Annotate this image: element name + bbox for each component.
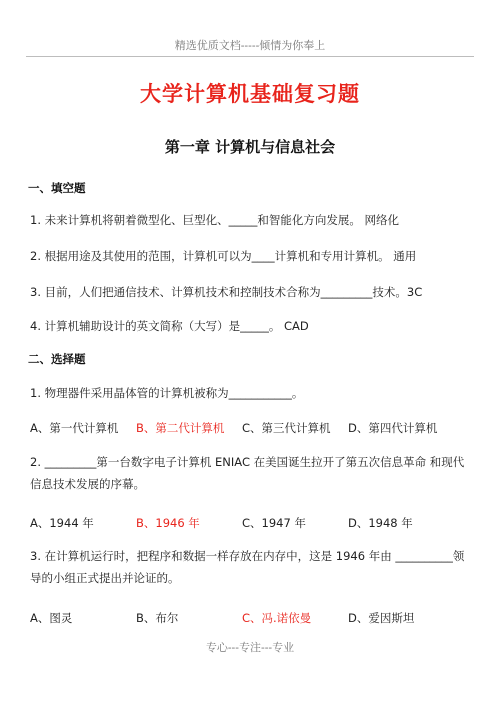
fill-question-3: 3. 目前，人们把通信技术、计算机技术和控制技术合称为_________技术。3C [30,285,423,299]
choice-question-3: 3. 在计算机运行时，把程序和数据一样存放在内存中，这是 1946 年由 __________领导的小组正式提出并论证的。 [30,549,465,585]
page-footer: 专心---专注---专业 [205,641,295,654]
q2-option-c: C、1947 年 [242,516,306,530]
q1-option-c: C、第三代计算机 [242,421,331,435]
document-title: 大学计算机基础复习题 [140,82,360,106]
q3-option-a: A、图灵 [30,611,73,625]
page-header: 精选优质文档-----倾情为你奉上 [174,39,326,52]
q1-option-a: A、第一代计算机 [30,421,119,435]
header-divider [26,56,474,57]
section-choice-heading: 二、选择题 [28,352,86,366]
q2-option-d: D、1948 年 [348,516,413,530]
chapter-heading: 第一章 计算机与信息社会 [164,138,336,156]
q3-option-d: D、爱因斯坦 [348,611,415,625]
choice-question-1: 1. 物理器件采用晶体管的计算机被称为___________。 [30,386,304,400]
fill-question-2: 2. 根据用途及其使用的范围，计算机可以为____计算机和专用计算机。 通用 [30,249,417,263]
choice-question-2: 2. _________第一台数字电子计算机 ENIAC 在美国诞生拉开了第五次信息革命 和现代信息技术发展的序幕。 [30,455,465,491]
fill-question-4: 4. 计算机辅助设计的英文简称（大写）是_____。 CAD [30,319,309,333]
q3-option-b: B、布尔 [136,611,179,625]
q2-option-a: A、1944 年 [30,516,94,530]
q1-option-b-answer: B、第二代计算机 [136,421,225,435]
q2-option-b-answer: B、1946 年 [136,516,200,530]
q1-option-d: D、第四代计算机 [348,421,438,435]
fill-question-1: 1. 未来计算机将朝着微型化、巨型化、_____和智能化方向发展。 网络化 [30,213,400,227]
section-fill-in-heading: 一、填空题 [28,181,86,195]
q3-option-c-answer: C、冯.诺依曼 [242,611,312,625]
